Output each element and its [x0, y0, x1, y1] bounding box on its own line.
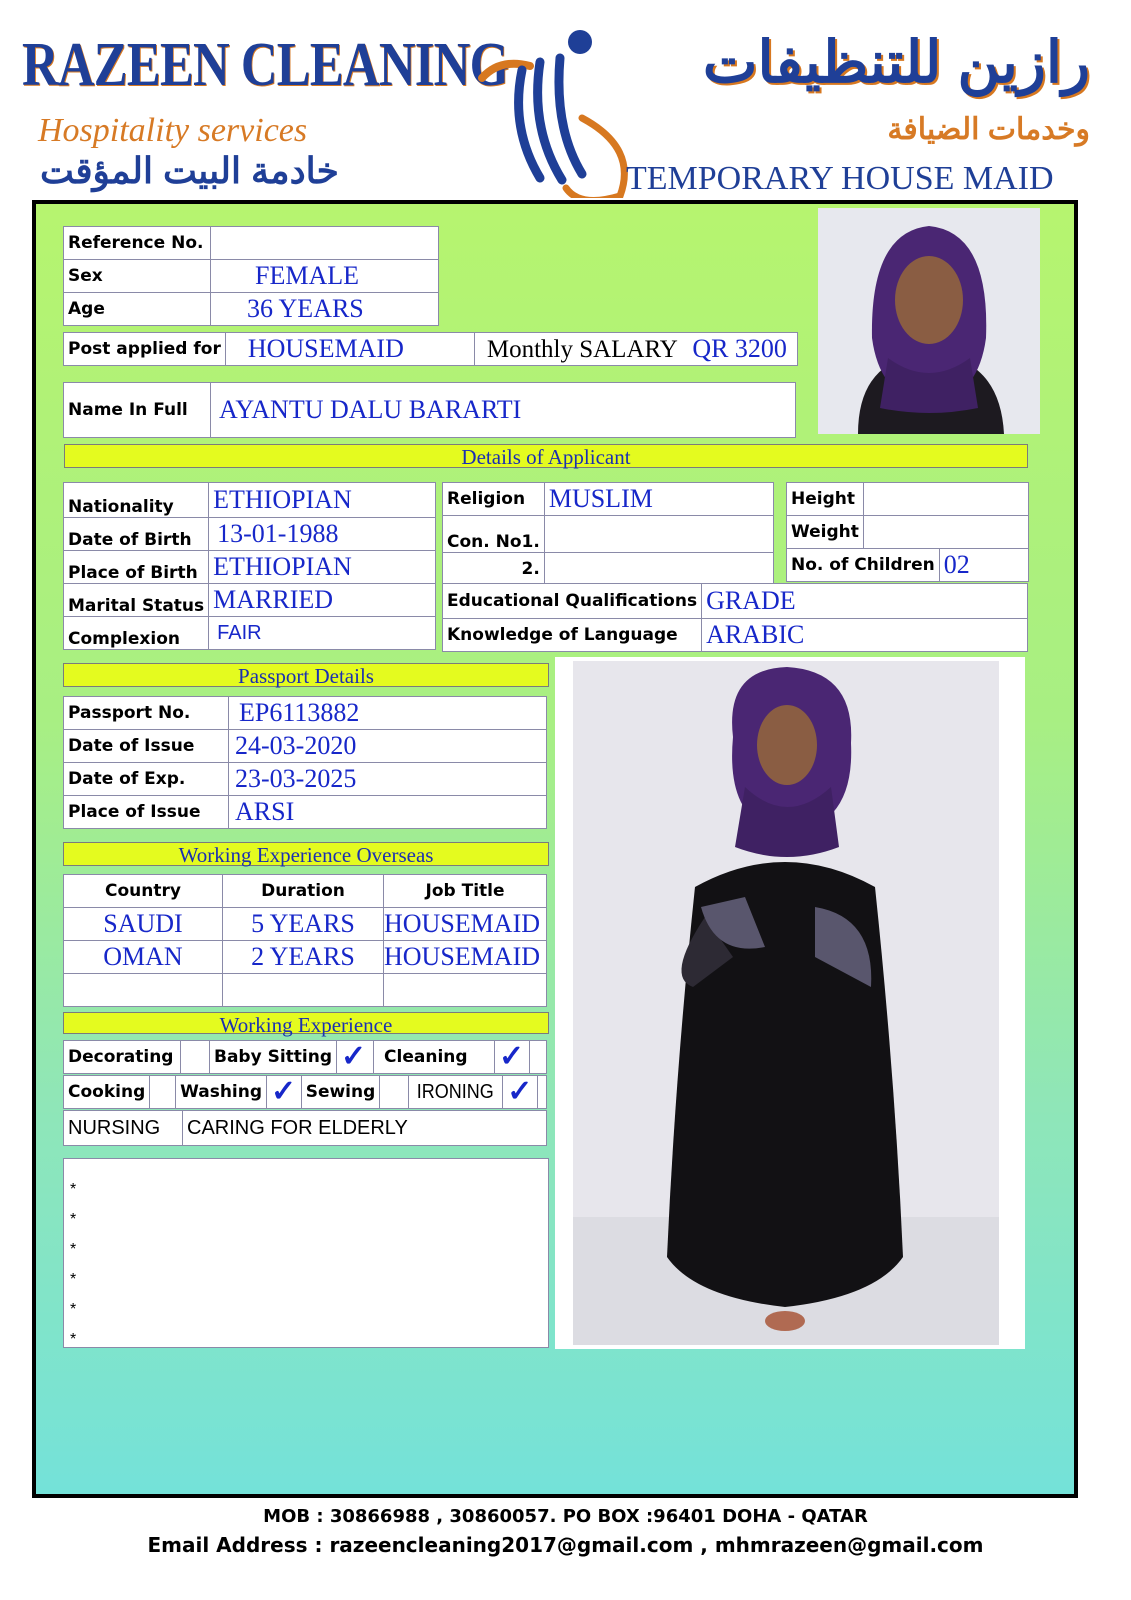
- overseas-duration: 2 YEARS: [223, 941, 384, 974]
- education-table: [442, 583, 1028, 652]
- weight-value: [863, 516, 1028, 549]
- children-value: 02: [939, 549, 1028, 582]
- pob-label: Place of Birth: [64, 551, 209, 584]
- pob-value: ETHIOPIAN: [209, 551, 436, 584]
- arabic-tagline: وخدمات الضيافة: [887, 113, 1090, 146]
- skill-cooking: Cooking: [64, 1076, 150, 1109]
- complexion-label: Complexion: [64, 617, 209, 650]
- marital-value: MARRIED: [209, 584, 436, 617]
- reference-label: Reference No.: [64, 227, 211, 260]
- education-label: Educational Qualifications: [443, 584, 702, 619]
- marital-label: Marital Status: [64, 584, 209, 617]
- salary-value: QR 3200: [692, 334, 787, 363]
- nationality-value: ETHIOPIAN: [209, 483, 436, 518]
- height-label: Height: [787, 483, 864, 516]
- overseas-job: HOUSEMAID: [384, 941, 547, 974]
- skill-ironing: IRONING: [413, 1076, 498, 1109]
- remark-item: *: [70, 1181, 77, 1198]
- overseas-country: OMAN: [64, 941, 223, 974]
- weight-label: Weight: [787, 516, 864, 549]
- overseas-duration: 5 YEARS: [223, 908, 384, 941]
- table-row: [64, 908, 547, 941]
- dob-label: Date of Birth: [64, 518, 209, 551]
- passport-no-value: EP6113882: [229, 697, 547, 730]
- place-issue-value: ARSI: [229, 796, 547, 829]
- full-body-photo: [555, 657, 1025, 1349]
- con2-value: [544, 553, 773, 586]
- height-value: [863, 483, 1028, 516]
- applicant-section-title: Details of Applicant: [64, 444, 1028, 468]
- overseas-header-country: Country: [64, 875, 223, 908]
- table-row: [64, 941, 547, 974]
- sex-label: Sex: [64, 260, 211, 293]
- overseas-duration: [223, 974, 384, 1007]
- overseas-header-job: Job Title: [384, 875, 547, 908]
- remark-item: *: [70, 1271, 77, 1288]
- passport-no-label: Passport No.: [64, 697, 229, 730]
- overseas-header-duration: Duration: [223, 875, 384, 908]
- religion-label: Religion: [443, 483, 545, 516]
- arabic-subtitle: خادمة البيت المؤقت: [40, 150, 339, 191]
- baby-sitting-check-icon: ✓: [337, 1041, 374, 1074]
- skill-baby-sitting: Baby Sitting: [210, 1041, 337, 1074]
- issue-date-value: 24-03-2020: [229, 730, 547, 763]
- overseas-job: HOUSEMAID: [384, 908, 547, 941]
- ironing-check-icon: ✓: [503, 1076, 538, 1109]
- overseas-country: [64, 974, 223, 1007]
- remark-item: *: [70, 1211, 77, 1228]
- applicant-left-table: [63, 482, 436, 650]
- skills-row-2: [63, 1075, 547, 1109]
- skill-caring-elderly: CARING FOR ELDERLY: [183, 1111, 547, 1146]
- arabic-company-name: رازين للتنظيفات: [702, 30, 1090, 95]
- passport-table: [63, 696, 547, 829]
- skills-row-1: [63, 1040, 547, 1074]
- overseas-country: SAUDI: [64, 908, 223, 941]
- language-label: Knowledge of Language: [443, 619, 702, 652]
- skill-decorating: Decorating: [64, 1041, 181, 1074]
- remark-item: *: [70, 1301, 77, 1318]
- document-title: TEMPORARY HOUSE MAID: [626, 160, 1054, 197]
- con1-value: [544, 516, 773, 553]
- con2-label: 2.: [443, 553, 545, 586]
- headshot-photo: [818, 208, 1040, 434]
- post-value: HOUSEMAID: [225, 333, 474, 366]
- salary-label: Monthly SALARY: [486, 336, 678, 363]
- company-tagline: Hospitality services: [38, 112, 308, 149]
- skills-row-3: [63, 1110, 547, 1146]
- nationality-label: Nationality: [64, 483, 209, 518]
- passport-section-title: Passport Details: [63, 663, 549, 687]
- complexion-value: FAIR: [209, 617, 436, 650]
- age-label: Age: [64, 293, 211, 326]
- religion-value: MUSLIM: [544, 483, 773, 516]
- language-value: ARABIC: [702, 619, 1028, 652]
- skill-cleaning: Cleaning: [374, 1041, 495, 1074]
- table-row: [64, 974, 547, 1007]
- exp-date-label: Date of Exp.: [64, 763, 229, 796]
- name-label: Name In Full: [64, 383, 211, 438]
- issue-date-label: Date of Issue: [64, 730, 229, 763]
- remark-item: *: [70, 1241, 77, 1258]
- con1-label: Con. No1.: [443, 516, 545, 553]
- children-label: No. of Children: [787, 549, 940, 582]
- age-value: 36 YEARS: [211, 293, 439, 326]
- reference-value: [211, 227, 439, 260]
- email-line: Email Address : razeencleaning2017@gmail.com , mhmrazeen@gmail.com: [147, 1533, 984, 1557]
- skill-nursing: NURSING: [64, 1111, 183, 1146]
- post-label: Post applied for: [64, 333, 226, 366]
- dob-value: 13-01-1988: [209, 518, 436, 551]
- name-value: AYANTU DALU BARARTI: [211, 383, 796, 438]
- physical-table: [786, 482, 1029, 582]
- cleaning-check-icon: ✓: [495, 1041, 530, 1074]
- washing-check-icon: ✓: [267, 1076, 302, 1109]
- experience-section-title: Working Experience: [63, 1012, 549, 1034]
- name-table: [63, 382, 796, 438]
- contact-line: MOB : 30866988 , 30860057. PO BOX :96401 DOHA - QATAR: [263, 1506, 868, 1527]
- basic-info-table: [63, 226, 439, 326]
- place-issue-label: Place of Issue: [64, 796, 229, 829]
- religion-table: [442, 482, 774, 586]
- company-name: RAZEEN CLEANING: [22, 31, 509, 99]
- overseas-section-title: Working Experience Overseas: [63, 842, 549, 866]
- overseas-job: [384, 974, 547, 1007]
- sex-value: FEMALE: [211, 260, 439, 293]
- remark-item: *: [70, 1331, 77, 1348]
- post-table: [63, 332, 798, 366]
- education-value: GRADE: [702, 584, 1028, 619]
- skill-sewing: Sewing: [301, 1076, 380, 1109]
- remarks-box: [63, 1158, 549, 1348]
- exp-date-value: 23-03-2025: [229, 763, 547, 796]
- overseas-table: [63, 874, 547, 1007]
- skill-washing: Washing: [176, 1076, 267, 1109]
- company-logo: [470, 18, 640, 198]
